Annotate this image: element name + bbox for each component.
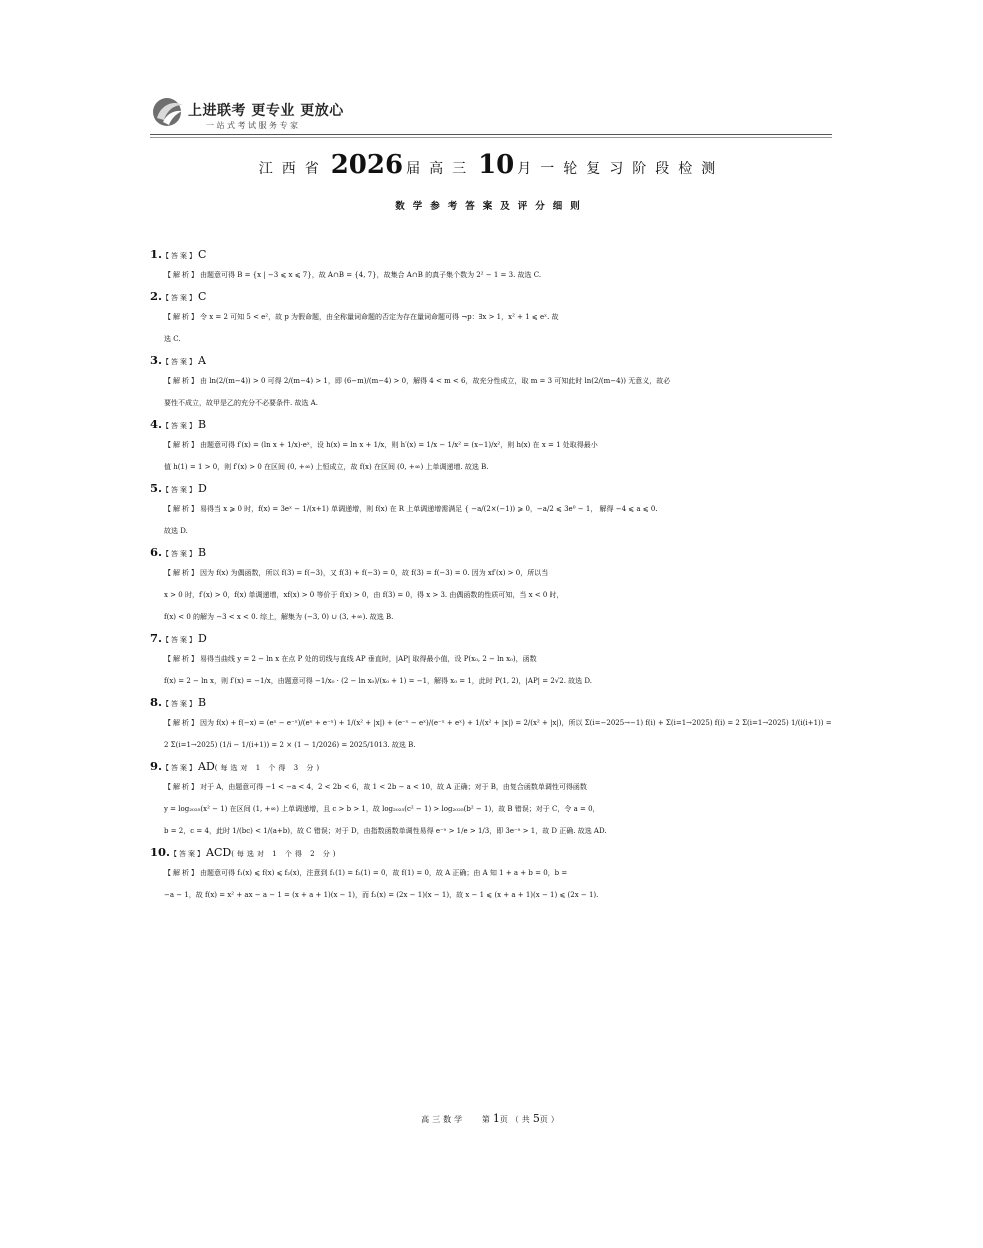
explanation-line [150,712,830,734]
answer-list [150,244,830,906]
question-block [150,628,830,692]
explanation-text: 由题意可得 f′(x) = (ln x + 1/x)·eˣ，设 h(x) = ln x + 1/x，则 h′(x) = 1/x − 1/x² = (x−1)/x²，则 h(x) 在 x = 1 处取得最小 [200,441,598,449]
answer-value: B [198,418,207,431]
explanation-line [150,776,830,798]
question-block [150,842,830,906]
explanation-text: −a − 1，故 f(x) = x² + ax − a − 1 = (x + a + 1)(x − 1)，而 f₂(x) = (2x − 1)(x − 1)，故 x − 1 ⩽ (x + a + 1)(x − 1) ⩽ (2x − 1). [164,891,599,899]
answer-line [150,628,830,648]
title-exam: 月一轮复习阶段检测 [517,161,725,177]
scoring-note: (每选对 1 个得 2 分) [231,850,339,858]
answer-tag: 【答案】 [162,252,199,260]
answer-line [150,756,830,776]
explanation-line [150,606,830,628]
explanation-line [150,306,830,328]
explanation-text: y = log₂₀₂₅(x² − 1) 在区间 (1, +∞) 上单调递增，且 c > b > 1，故 log₂₀₂₅(c² − 1) > log₂₀₂₅(b² − 1)，故 B 错误；对于 C，令 a = 0， [164,805,600,813]
explanation-line [150,584,830,606]
explain-tag: 【解析】 [164,377,200,385]
explanation-text: 由题意可得 B = {x | −3 ⩽ x ⩽ 7}，故 A∩B = {4, 7}，故集合 A∩B 的真子集个数为 2² − 1 = 3. 故选 C. [200,271,542,279]
answer-tag: 【答案】 [162,700,199,708]
footer-page-prefix: 第 [481,1115,493,1124]
footer-subject: 高三数学 [421,1115,466,1124]
footer-page-suffix: 页） [539,1115,562,1124]
question-number: 2. [150,289,163,303]
question-block [150,478,830,542]
answer-tag: 【答案】 [162,358,199,366]
answer-value: AD [198,760,215,773]
explain-tag: 【解析】 [164,569,200,577]
page-header [150,96,832,138]
brand-logo-icon [152,96,186,128]
answer-value: D [198,482,207,495]
explanation-line [150,648,830,670]
header-divider [150,134,832,135]
question-number: 3. [150,353,163,367]
answer-line [150,286,830,306]
answer-value: C [198,248,207,261]
answer-line [150,350,830,370]
title-grade: 届高三 [406,161,476,177]
explanation-line [150,498,830,520]
explanation-line [150,798,830,820]
answer-tag: 【答案】 [162,486,199,494]
explanation-text: b = 2，c = 4，此时 1/(bc) < 1/(a+b)，故 C 错误；对于 D，由指数函数单调性易得 e⁻ᵃ > 1/e > 1/3，即 3e⁻ᵃ > 1，故 D 正确. 故选 AD. [164,827,607,835]
footer-page-mid: 页（共 [499,1115,533,1124]
question-block [150,414,830,478]
explanation-line [150,734,830,756]
brand-tagline: 一站式考试服务专家 [206,121,301,130]
title-year: 2026 [330,150,404,180]
explanation-text: 易得当曲线 y = 2 − ln x 在点 P 处的切线与直线 AP 垂直时，|AP| 取得最小值，设 P(x₀, 2 − ln x₀)，函数 [200,655,537,663]
answer-line [150,478,830,498]
answer-tag: 【答案】 [162,636,199,644]
question-number: 6. [150,545,163,559]
explanation-line [150,392,830,414]
question-number: 5. [150,481,163,495]
answer-tag: 【答案】 [162,550,199,558]
answer-line [150,414,830,434]
explain-tag: 【解析】 [164,869,200,877]
explain-tag: 【解析】 [164,783,200,791]
answer-line [150,842,830,862]
answer-value: D [198,632,207,645]
explanation-line [150,884,830,906]
question-number: 9. [150,759,163,773]
explanation-text: 2 Σ(i=1→2025) (1/i − 1/(i+1)) = 2 × (1 − 1/2026) = 2025/1013. 故选 B. [164,741,416,749]
answer-line [150,244,830,264]
explain-tag: 【解析】 [164,505,200,513]
explanation-line [150,264,830,286]
question-block [150,756,830,842]
question-number: 1. [150,247,163,261]
explanation-text: x > 0 时，f′(x) > 0，f(x) 单调递增，xf(x) > 0 等价于 f(x) > 0，由 f(3) = 0，得 x > 3. 由偶函数的性质可知，当 x < 0 时， [164,591,564,599]
question-block [150,244,830,286]
explanation-line [150,520,830,542]
header-divider-thin [150,137,832,138]
explanation-text: 因为 f(x) 为偶函数，所以 f(3) = f(−3)，又 f(3) + f(−3) = 0，故 f(3) = f(−3) = 0. 因为 xf′(x) > 0，所以当 [200,569,549,577]
explanation-line [150,370,830,392]
question-number: 4. [150,417,163,431]
explanation-line [150,456,830,478]
explain-tag: 【解析】 [164,655,200,663]
scoring-note: (每选对 1 个得 3 分) [214,764,323,772]
explanation-line [150,562,830,584]
explanation-text: 故选 D. [164,527,188,535]
answer-tag: 【答案】 [170,850,207,858]
explanation-line [150,862,830,884]
explanation-text: 因为 f(x) + f(−x) = (eˣ − e⁻ˣ)/(eˣ + e⁻ˣ) + 1/(x² + |x|) + (e⁻ˣ − eˣ)/(e⁻ˣ + eˣ) + 1/(x² + |x|) = 2/(x² + |x|)，所以 Σ(i=−2025→−1) f(i) + Σ(i=1→2025) f(i) = 2 Σ(i=1→2025) 1/(i(i+1)) = [200,719,832,727]
explanation-line [150,670,830,692]
answer-tag: 【答案】 [162,764,199,772]
explanation-text: 对于 A，由题意可得 −1 < −a < 4，2 < 2b < 6，故 1 < 2b − a < 10，故 A 正确；对于 B，由复合函数单调性可得函数 [200,783,587,791]
question-block [150,286,830,350]
explanation-text: 要性不成立，故甲是乙的充分不必要条件. 故选 A. [164,399,318,407]
page-footer [0,1112,983,1125]
explanation-text: f(x) < 0 的解为 −3 < x < 0. 综上，解集为 (−3, 0) ∪ (3, +∞). 故选 B. [164,613,394,621]
explanation-text: 易得当 x ⩾ 0 时，f(x) = 3eˣ − 1/(x+1) 单调递增，则 f(x) 在 R 上单调递增需满足 { −a/(2×(−1)) ⩾ 0，−a/2 ⩽ 3e⁰ − 1， 解得 −4 ⩽ a ⩽ 0. [200,505,658,513]
explain-tag: 【解析】 [164,719,200,727]
explanation-text: 由题意可得 f₁(x) ⩽ f(x) ⩽ f₂(x)，注意到 f₁(1) = f₂(1) = 0，故 f(1) = 0，故 A 正确；由 A 知 1 + a + b = 0，b = [200,869,568,877]
explanation-text: 由 ln(2/(m−4)) > 0 可得 2/(m−4) > 1，即 (6−m)/(m−4) > 0，解得 4 < m < 6，故充分性成立，取 m = 3 可知此时 ln(2/(m−4)) 无意义，故必 [200,377,671,385]
question-number: 10. [150,845,171,859]
answer-value: B [198,546,207,559]
question-block [150,692,830,756]
question-block [150,350,830,414]
answer-line [150,692,830,712]
explanation-text: 令 x = 2 可知 5 < e²，故 p 为假命题，由全称量词命题的否定为存在量词命题可得 ¬p：∃x > 1，x² + 1 ⩽ eˣ. 故 [200,313,559,321]
question-number: 7. [150,631,163,645]
footer-page-total: 5 [532,1112,540,1125]
brand-slogan: 上进联考 更专业 更放心 [188,103,344,119]
explanation-text: f(x) = 2 − ln x，则 f′(x) = −1/x，由题意可得 −1/x₀ · (2 − ln x₀)/(x₀ + 1) = −1，解得 x₀ = 1，此时 P(1, 2)，|AP| = 2√2. 故选 D. [164,677,592,685]
explain-tag: 【解析】 [164,313,200,321]
question-block [150,542,830,628]
explain-tag: 【解析】 [164,441,200,449]
explain-tag: 【解析】 [164,271,200,279]
explanation-line [150,434,830,456]
answer-value: C [198,290,207,303]
explanation-line [150,820,830,842]
exam-subtitle: 数学参考答案及评分细则 [395,201,588,212]
explanation-line [150,328,830,350]
exam-title [0,150,983,180]
explanation-text: 选 C. [164,335,181,343]
answer-tag: 【答案】 [162,294,199,302]
answer-tag: 【答案】 [162,422,199,430]
answer-line [150,542,830,562]
answer-value: A [198,354,206,367]
title-month: 10 [478,150,515,180]
answer-value: B [198,696,207,709]
footer-page-number: 1 [492,1112,500,1125]
answer-value: ACD [206,846,232,859]
question-number: 8. [150,695,163,709]
title-province: 江西省 [258,161,328,177]
explanation-text: 值 h(1) = 1 > 0，则 f′(x) > 0 在区间 (0, +∞) 上恒成立，故 f(x) 在区间 (0, +∞) 上单调递增. 故选 B. [164,463,489,471]
